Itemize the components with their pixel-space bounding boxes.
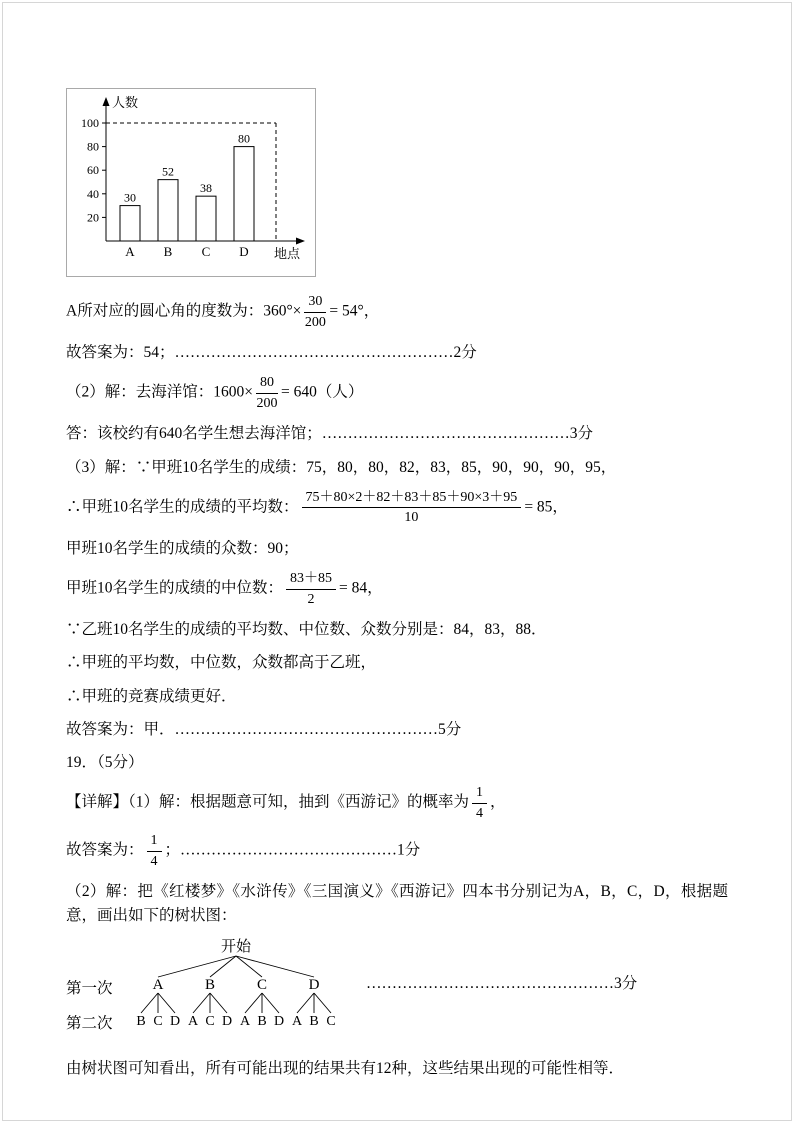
line-text: = 85， [524, 498, 568, 516]
solution-line-4 [66, 422, 728, 445]
solution-line-10 [66, 651, 728, 674]
svg-text:60: 60 [87, 163, 99, 178]
fraction-denominator: 2 [307, 591, 315, 607]
line-text: 故答案为：甲．……………………………………………5分 [66, 720, 462, 738]
svg-text:开始: 开始 [220, 938, 252, 955]
svg-text:A: A [239, 1013, 251, 1029]
tree-diagram-svg [110, 937, 350, 1037]
bar-chart-figure [66, 88, 316, 277]
line-text: 甲班10名学生的成绩的众数：90； [66, 539, 299, 557]
svg-text:A: A [291, 1013, 303, 1029]
svg-text:A: A [187, 1013, 199, 1029]
line-text: ∴甲班的平均数，中位数，众数都高于乙班， [66, 654, 377, 672]
fraction-denominator: 4 [476, 805, 484, 821]
fraction [302, 489, 522, 527]
fraction-numerator: 1 [147, 832, 162, 852]
line-text: （2）解：去海洋馆：1600× [66, 383, 253, 401]
solution-line-17 [66, 1057, 728, 1080]
line-text: （2）解：把《红楼梦》《水浒传》《三国演义》《西游记》四本书分别记为A，B，C，D，根据题意，画出如下的树状图： [66, 883, 728, 924]
solution-line-7 [66, 537, 728, 560]
svg-text:A: A [152, 976, 164, 993]
fraction [147, 832, 162, 870]
svg-text:100: 100 [81, 116, 99, 130]
tree-row2-label: 第二次 [66, 1014, 113, 1032]
line-text: 【详解】（1）解：根据题意可知，抽到《西游记》的概率为 [66, 793, 470, 811]
svg-text:D: D [239, 244, 249, 259]
line-text: 19．（5分） [66, 754, 144, 771]
fraction [286, 570, 336, 608]
tree-row1-label: 第一次 [66, 979, 113, 997]
solution-line-9 [66, 618, 728, 641]
svg-text:52: 52 [162, 164, 174, 179]
fraction-numerator: 1 [472, 784, 487, 804]
solution-line-1 [66, 293, 728, 331]
tree-score-dots: …………………………………………3分 [366, 974, 638, 992]
svg-text:B: B [163, 244, 173, 259]
svg-text:40: 40 [87, 186, 99, 201]
svg-text:D: D [308, 976, 320, 993]
line-text: 由树状图可知看出，所有可能出现的结果共有12种，这些结果出现的可能性相等． [66, 1059, 625, 1077]
svg-text:地点: 地点 [274, 246, 301, 261]
line-text: ∴甲班的竞赛成绩更好． [66, 687, 237, 705]
line-text: ；……………………………………1分 [164, 841, 421, 859]
fraction-numerator: 80 [256, 374, 278, 394]
svg-text:C: C [256, 976, 268, 993]
fraction-numerator: 83＋85 [286, 570, 336, 590]
svg-text:D: D [221, 1013, 233, 1029]
solution-line-12 [66, 718, 728, 741]
line-text: ∴甲班10名学生的成绩的平均数： [66, 498, 299, 516]
line-text: 故答案为： [66, 841, 144, 859]
svg-text:20: 20 [87, 210, 99, 225]
solution-line-2 [66, 341, 728, 364]
solution-line-14 [66, 784, 728, 822]
svg-text:D: D [273, 1013, 285, 1029]
fraction-numerator: 75＋80×2＋82＋83＋85＋90×3＋95 [302, 489, 522, 509]
line-text: = 54°， [329, 302, 380, 320]
line-text: ， [490, 793, 506, 811]
svg-text:人数: 人数 [112, 95, 139, 110]
fraction-denominator: 200 [256, 395, 278, 411]
line-text: ∵乙班10名学生的成绩的平均数、中位数、众数分别是：84，83，88． [66, 621, 547, 638]
svg-text:C: C [201, 244, 211, 259]
line-text: （3）解：∵甲班10名学生的成绩：75，80，80，82，83，85，90，90，90，95， [66, 458, 617, 476]
svg-text:C: C [326, 1013, 336, 1029]
question-19-header [66, 751, 728, 774]
fraction [472, 784, 487, 822]
svg-text:38: 38 [200, 181, 212, 196]
line-text: A所对应的圆心角的度数为：360°× [66, 302, 302, 320]
line-text: = 84， [339, 579, 383, 597]
fraction [304, 293, 326, 331]
svg-text:D: D [169, 1013, 181, 1029]
svg-text:B: B [309, 1013, 319, 1029]
fraction-denominator: 10 [404, 510, 419, 526]
fraction-denominator: 4 [150, 853, 158, 869]
fraction-numerator: 30 [304, 293, 326, 313]
svg-text:B: B [204, 976, 216, 993]
solution-line-16 [66, 880, 728, 927]
svg-text:C: C [153, 1013, 163, 1029]
svg-text:B: B [257, 1013, 267, 1029]
svg-text:30: 30 [124, 190, 136, 205]
fraction-denominator: 200 [304, 314, 326, 330]
solution-line-5 [66, 456, 728, 479]
solution-line-11 [66, 685, 728, 708]
solution-line-8 [66, 570, 728, 608]
svg-text:80: 80 [238, 131, 250, 146]
svg-text:C: C [205, 1013, 215, 1029]
svg-text:B: B [136, 1013, 146, 1029]
bar-chart [70, 91, 312, 269]
line-text: 答：该校约有640名学生想去海洋馆；…………………………………………3分 [66, 425, 594, 443]
line-text: = 640（人） [281, 383, 364, 401]
svg-text:80: 80 [87, 139, 99, 154]
solution-line-15 [66, 832, 728, 870]
line-text: 甲班10名学生的成绩的中位数： [66, 579, 284, 597]
svg-text:A: A [125, 244, 135, 259]
solution-line-6 [66, 489, 728, 527]
line-text: 故答案为：54；………………………………………………2分 [66, 344, 477, 361]
solution-line-3 [66, 374, 728, 412]
fraction [256, 374, 278, 412]
tree-diagram [66, 937, 728, 1047]
